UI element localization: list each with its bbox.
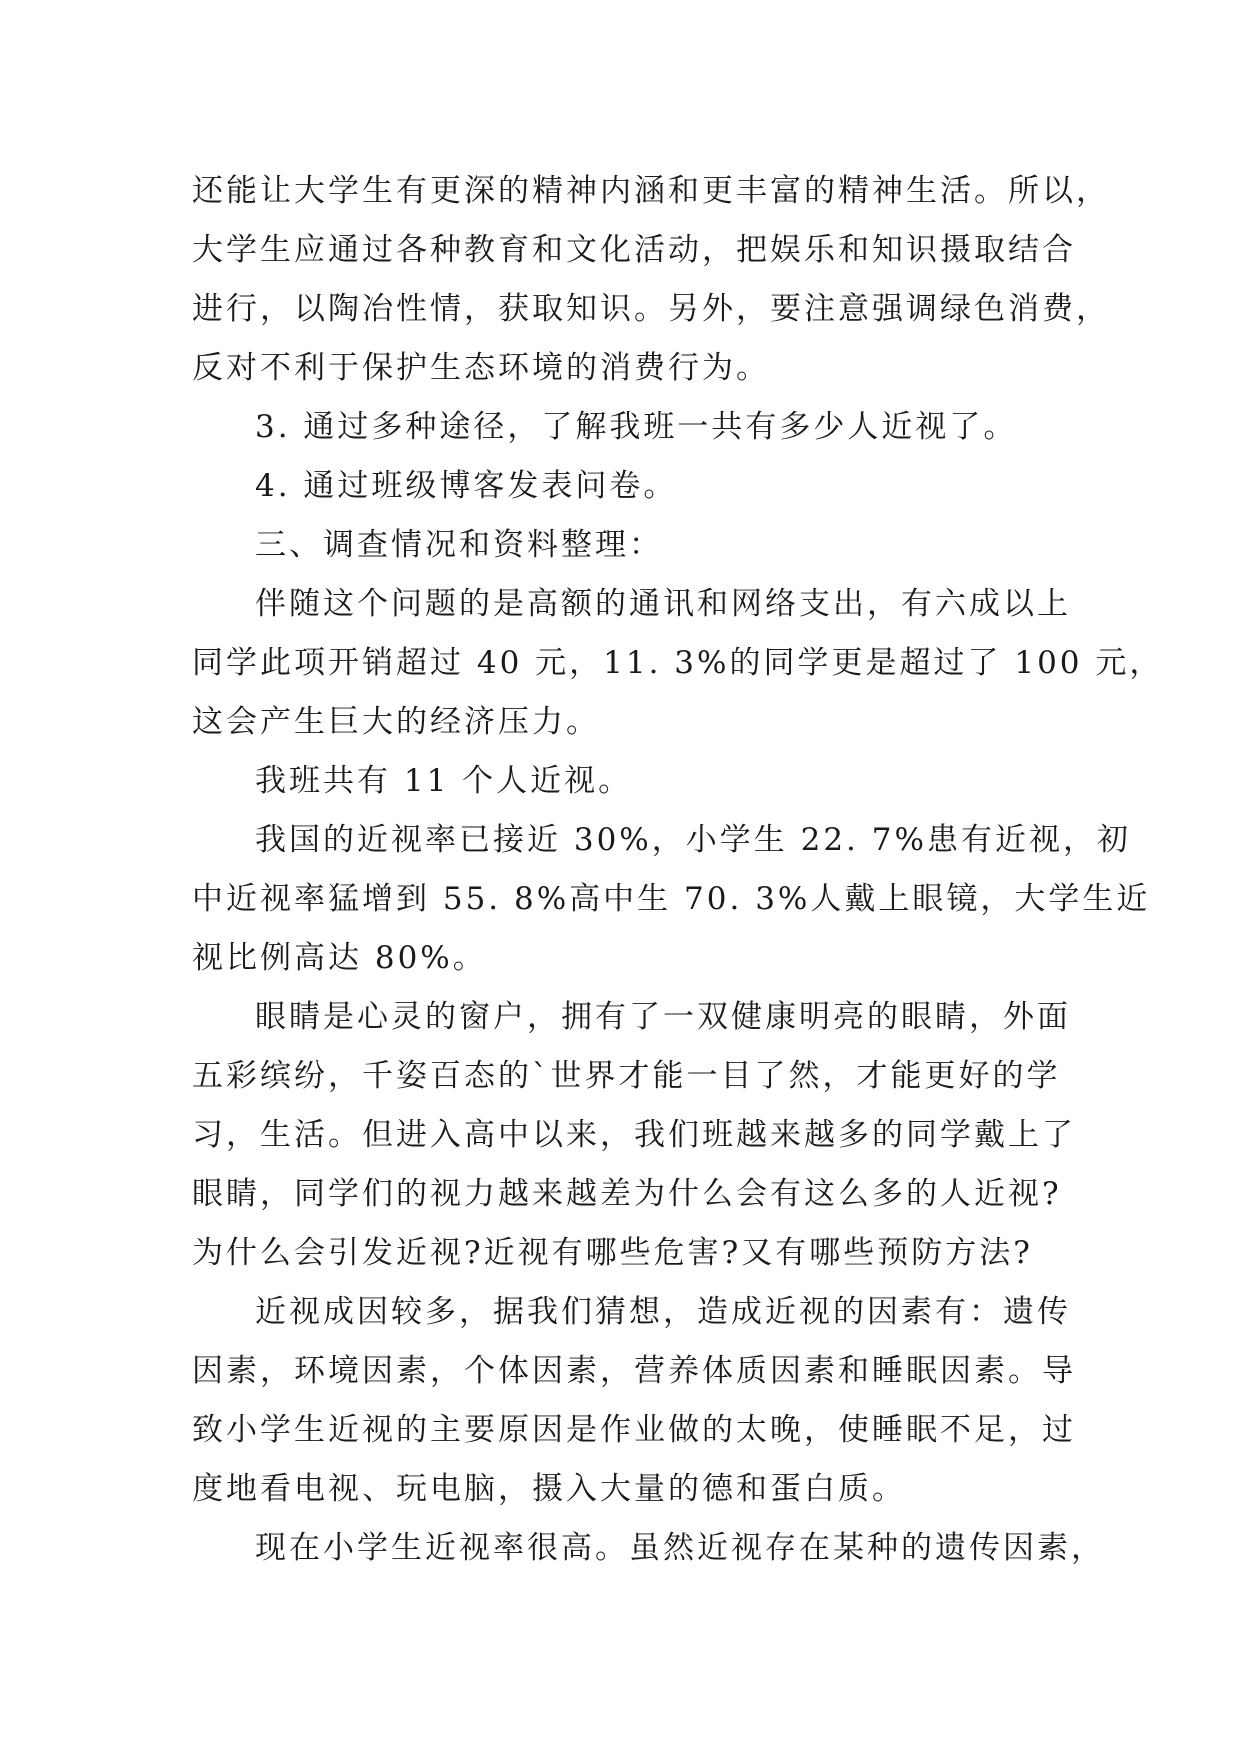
paragraph-line: 我国的近视率已接近 30%，小学生 22. 7%患有近视，初 (255, 822, 1131, 858)
paragraph-line: 同学此项开销超过 40 元，11. 3%的同学更是超过了 100 元， (192, 645, 1164, 681)
paragraph-line: 反对不利于保护生态环境的消费行为。 (192, 350, 770, 386)
paragraph-line: 我班共有 11 个人近视。 (255, 763, 633, 799)
document-body (192, 162, 1164, 1578)
list-item: 4. 通过班级博客发表问卷。 (255, 468, 678, 504)
paragraph-line: 中近视率猛增到 55. 8%高中生 70. 3%人戴上眼镜，大学生近 (192, 881, 1151, 917)
paragraph-line: 为什么会引发近视?近视有哪些危害?又有哪些预防方法? (192, 1235, 1033, 1271)
paragraph-line: 进行，以陶冶性情，获取知识。另外，要注意强调绿色消费， (192, 291, 1110, 327)
paragraph-line: 眼睛，同学们的视力越来越差为什么会有这么多的人近视? (192, 1176, 1062, 1212)
paragraph-line: 因素，环境因素，个体因素，营养体质因素和睡眠因素。导 (192, 1353, 1076, 1389)
paragraph-line: 度地看电视、玩电脑，摄入大量的德和蛋白质。 (192, 1471, 906, 1507)
paragraph-line: 视比例高达 80%。 (192, 940, 487, 976)
paragraph-line: 眼睛是心灵的窗户，拥有了一双健康明亮的眼睛，外面 (255, 999, 1071, 1035)
paragraph-line: 这会产生巨大的经济压力。 (192, 704, 600, 740)
paragraph-line: 伴随这个问题的是高额的通讯和网络支出，有六成以上 (255, 586, 1071, 622)
paragraph-line: 五彩缤纷，千姿百态的`世界才能一目了然，才能更好的学 (192, 1058, 1061, 1094)
paragraph-line: 近视成因较多，据我们猜想，造成近视的因素有：遗传 (255, 1294, 1071, 1330)
paragraph-line: 现在小学生近视率很高。虽然近视存在某种的遗传因素， (255, 1530, 1105, 1566)
paragraph-line: 习，生活。但进入高中以来，我们班越来越多的同学戴上了 (192, 1117, 1076, 1153)
paragraph-line: 大学生应通过各种教育和文化活动，把娱乐和知识摄取结合 (192, 232, 1076, 268)
section-heading: 三、调查情况和资料整理： (255, 527, 663, 563)
paragraph-line: 致小学生近视的主要原因是作业做的太晚，使睡眠不足，过 (192, 1412, 1076, 1448)
paragraph-line: 还能让大学生有更深的精神内涵和更丰富的精神生活。所以， (192, 173, 1110, 209)
list-item: 3. 通过多种途径，了解我班一共有多少人近视了。 (255, 409, 1018, 445)
